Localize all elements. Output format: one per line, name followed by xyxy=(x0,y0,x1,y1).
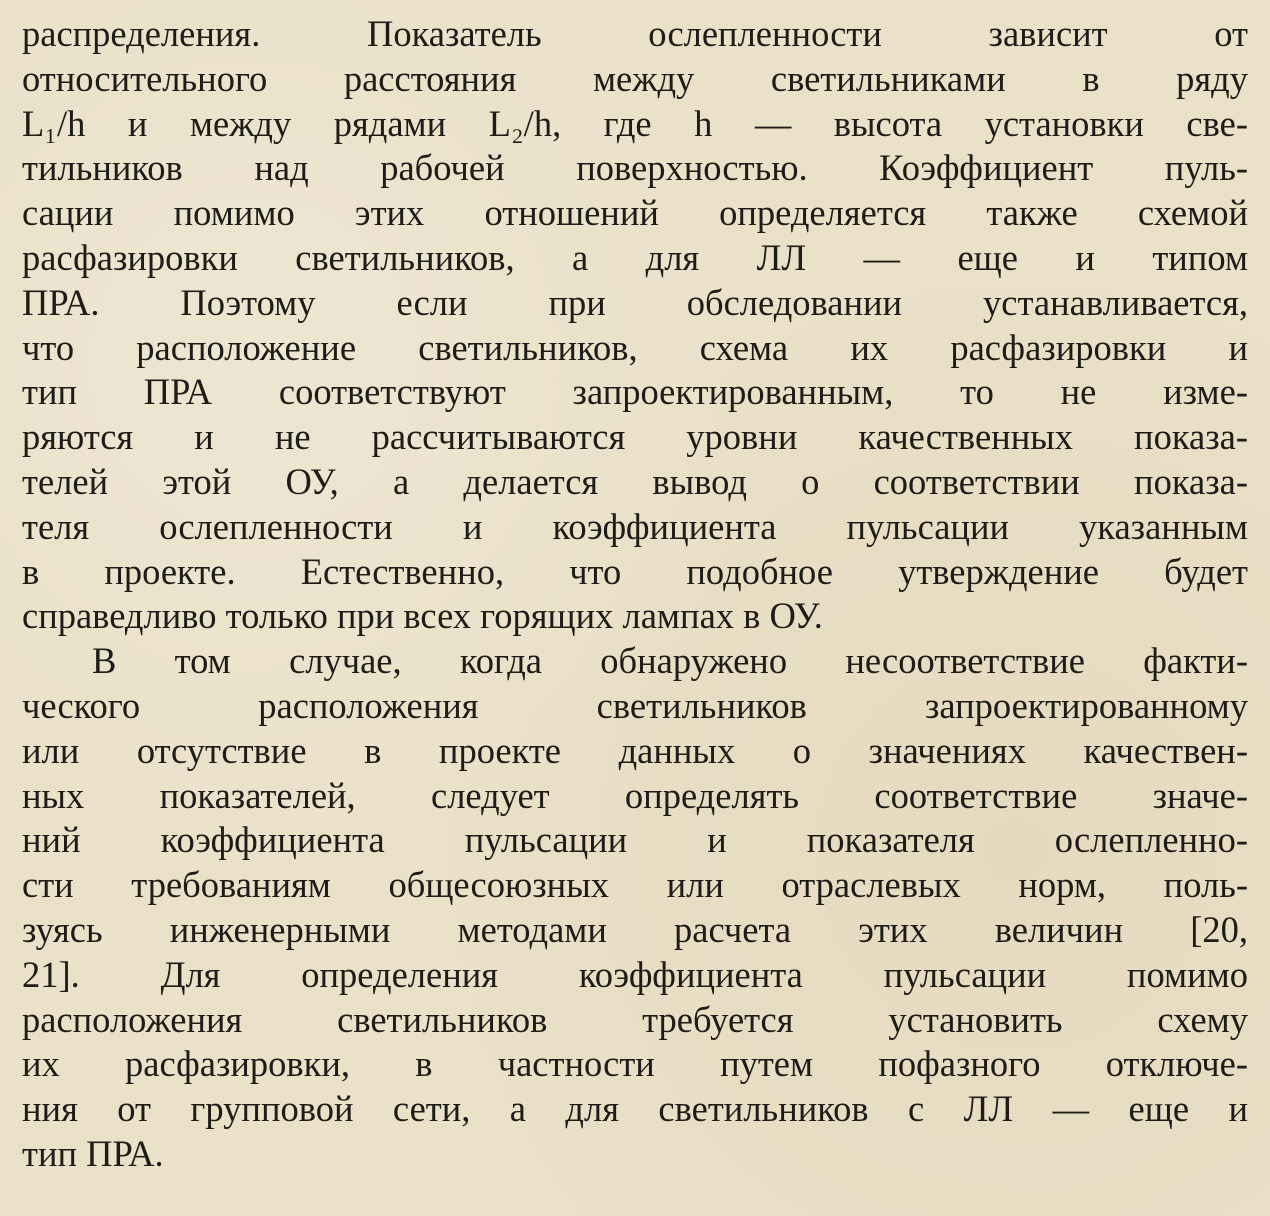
text-line: их расфазировки, в частности путем пофазного отключе- xyxy=(22,1043,1248,1085)
text-line: тильников над рабочей поверхностью. Коэффициент пуль- xyxy=(22,147,1248,189)
text-line: расфазировки светильников, а для ЛЛ — еще и типом xyxy=(22,236,1248,278)
text-line: в проекте. Естественно, что подобное утверждение будет xyxy=(22,550,1248,592)
text-line: 21]. Для определения коэффициента пульсации помимо xyxy=(22,953,1248,995)
text-line: ных показателей, следует определять соответствие значе- xyxy=(22,774,1248,816)
text-line: справедливо только при всех горящих лампах в ОУ. xyxy=(22,595,823,637)
text-line: тип ПРА. xyxy=(22,1132,164,1174)
text-line: сации помимо этих отношений определяется также схемой xyxy=(22,192,1248,234)
text-line: ческого расположения светильников запроектированному xyxy=(22,684,1248,726)
text-line: или отсутствие в проекте данных о значениях качествен- xyxy=(22,729,1248,771)
text-line: ряются и не рассчитываются уровни качественных показа- xyxy=(22,416,1248,458)
text-line: относительного расстояния между светильниками в ряду xyxy=(22,57,1248,99)
text-line: В том случае, когда обнаружено несоответствие факти- xyxy=(92,640,1248,682)
text-line: распределения. Показатель ослепленности зависит от xyxy=(22,13,1248,54)
text-line: теля ослепленности и коэффициента пульсации указанным xyxy=(22,505,1248,547)
text-line: телей этой ОУ, а делается вывод о соответствии показа- xyxy=(22,460,1248,502)
text-line: сти требованиям общесоюзных или отраслевых норм, поль- xyxy=(22,864,1248,906)
text-line: ния от групповой сети, а для светильников с ЛЛ — еще и xyxy=(22,1088,1248,1130)
text-line: расположения светильников требуется установить схему xyxy=(22,998,1248,1040)
text-line: что расположение светильников, схема их расфазировки и xyxy=(22,326,1248,368)
text-line: ний коэффициента пульсации и показателя ослепленно- xyxy=(22,819,1248,861)
text-line: зуясь инженерными методами расчета этих величин [20, xyxy=(22,908,1248,950)
text-line: ПРА. Поэтому если при обследовании устанавливается, xyxy=(22,281,1248,323)
text-line: тип ПРА соответствуют запроектированным, то не изме- xyxy=(22,371,1248,413)
body-text xyxy=(22,12,1248,1177)
text-line: L₁/h и между рядами L₂/h, где h — высота установки све- xyxy=(22,102,1248,144)
